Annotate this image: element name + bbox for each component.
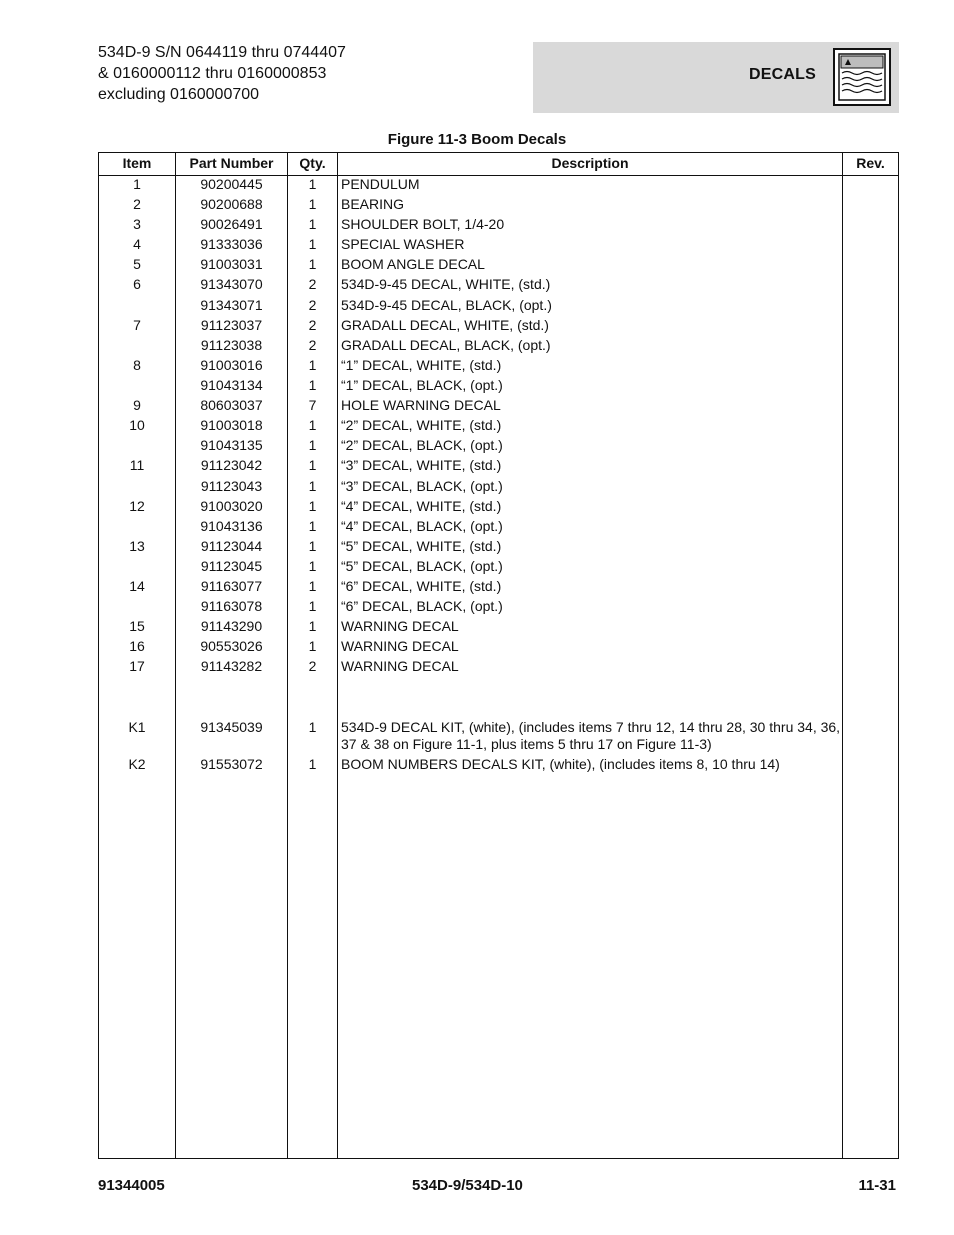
section-header-box xyxy=(533,42,899,113)
qty-cell: 1 xyxy=(308,498,317,514)
part-number-cell: 91123037 xyxy=(200,317,263,333)
description-cell: “6” DECAL, BLACK, (opt.) xyxy=(341,598,503,614)
item-cell: 2 xyxy=(133,196,141,212)
part-number-cell: 91123045 xyxy=(200,558,263,574)
item-cell: 16 xyxy=(129,638,145,654)
header-part-number: Part Number xyxy=(189,155,274,171)
column-divider xyxy=(842,153,843,1158)
description-cell: BEARING xyxy=(341,196,405,212)
model-line-2: & 0160000112 thru 0160000853 xyxy=(98,65,327,82)
item-cell: 1 xyxy=(133,176,141,192)
part-number-cell: 91003016 xyxy=(200,357,263,373)
description-cell: SHOULDER BOLT, 1/4-20 xyxy=(341,216,505,232)
header-rev: Rev. xyxy=(856,155,885,171)
part-number-cell: 90026491 xyxy=(200,216,263,232)
item-cell: 7 xyxy=(133,317,141,333)
part-number-cell: 91003018 xyxy=(200,417,263,433)
header-qty: Qty. xyxy=(299,155,326,171)
part-number-cell: 91043135 xyxy=(200,437,263,453)
description-cell: “1” DECAL, BLACK, (opt.) xyxy=(341,377,503,393)
description-cell: “3” DECAL, BLACK, (opt.) xyxy=(341,478,503,494)
description-cell: “3” DECAL, WHITE, (std.) xyxy=(341,457,502,473)
header-model-info xyxy=(98,42,346,105)
description-cell: GRADALL DECAL, WHITE, (std.) xyxy=(341,317,549,333)
item-cell: 17 xyxy=(129,658,145,674)
item-cell: 8 xyxy=(133,357,141,373)
qty-cell: 1 xyxy=(308,216,317,232)
item-cell: 4 xyxy=(133,236,141,252)
description-cell: WARNING DECAL xyxy=(341,638,459,654)
qty-cell: 1 xyxy=(308,357,317,373)
part-number-cell: 91163078 xyxy=(200,598,263,614)
qty-cell: 1 xyxy=(308,236,317,252)
description-cell: WARNING DECAL xyxy=(341,618,459,634)
qty-cell: 1 xyxy=(308,417,317,433)
qty-cell: 2 xyxy=(308,276,317,292)
qty-cell: 1 xyxy=(308,756,317,772)
item-cell: K2 xyxy=(128,756,146,772)
item-cell: 10 xyxy=(129,417,145,433)
qty-cell: 2 xyxy=(308,297,317,313)
part-number-cell: 91123042 xyxy=(200,457,263,473)
item-cell: 9 xyxy=(133,397,141,413)
part-number-cell: 91123043 xyxy=(200,478,263,494)
description-cell: HOLE WARNING DECAL xyxy=(341,397,501,413)
item-cell: K1 xyxy=(128,719,146,735)
figure-title: Figure 11-3 Boom Decals xyxy=(387,131,567,148)
description-cell: 534D-9-45 DECAL, BLACK, (opt.) xyxy=(341,297,552,313)
part-number-cell: 91345039 xyxy=(200,719,263,735)
part-number-cell: 91043136 xyxy=(200,518,263,534)
description-cell: 534D-9-45 DECAL, WHITE, (std.) xyxy=(341,276,551,292)
qty-cell: 1 xyxy=(308,437,317,453)
qty-cell: 1 xyxy=(308,176,317,192)
column-divider xyxy=(337,153,338,1158)
qty-cell: 1 xyxy=(308,719,317,735)
footer-model: 534D-9/534D-10 xyxy=(412,1177,523,1194)
part-number-cell: 91123044 xyxy=(200,538,263,554)
qty-cell: 2 xyxy=(308,317,317,333)
qty-cell: 1 xyxy=(308,598,317,614)
description-cell: BOOM ANGLE DECAL xyxy=(341,256,485,272)
item-cell: 12 xyxy=(129,498,145,514)
model-line-1: 534D-9 S/N 0644119 thru 0744407 xyxy=(98,44,346,61)
description-cell: “1” DECAL, WHITE, (std.) xyxy=(341,357,502,373)
description-cell: “2” DECAL, BLACK, (opt.) xyxy=(341,437,503,453)
table-header-row xyxy=(99,153,898,176)
description-cell: “4” DECAL, WHITE, (std.) xyxy=(341,498,502,514)
part-number-cell: 91343070 xyxy=(200,276,263,292)
qty-cell: 2 xyxy=(308,337,317,353)
decal-sheet-icon xyxy=(833,48,891,106)
footer-document-number: 91344005 xyxy=(98,1177,165,1194)
description-cell: BOOM NUMBERS DECALS KIT, (white), (includes items 8, 10 thru 14) xyxy=(341,756,780,772)
qty-cell: 1 xyxy=(308,558,317,574)
description-cell: “5” DECAL, WHITE, (std.) xyxy=(341,538,502,554)
qty-cell: 1 xyxy=(308,538,317,554)
part-number-cell: 91343071 xyxy=(200,297,263,313)
item-cell: 3 xyxy=(133,216,141,232)
qty-cell: 1 xyxy=(308,196,317,212)
item-cell: 5 xyxy=(133,256,141,272)
description-cell: WARNING DECAL xyxy=(341,658,459,674)
item-cell: 11 xyxy=(129,457,145,473)
qty-cell: 2 xyxy=(308,658,317,674)
part-number-cell: 91143282 xyxy=(200,658,263,674)
qty-cell: 7 xyxy=(308,397,317,413)
footer-page-number: 11-31 xyxy=(858,1177,896,1194)
item-cell: 15 xyxy=(129,618,145,634)
part-number-cell: 91003031 xyxy=(200,256,263,272)
part-number-cell: 91333036 xyxy=(200,236,263,252)
qty-cell: 1 xyxy=(308,377,317,393)
part-number-cell: 91143290 xyxy=(200,618,263,634)
qty-cell: 1 xyxy=(308,618,317,634)
part-number-cell: 90553026 xyxy=(200,638,263,654)
header-description: Description xyxy=(551,155,629,171)
qty-cell: 1 xyxy=(308,578,317,594)
header-item: Item xyxy=(122,155,152,171)
description-cell: “4” DECAL, BLACK, (opt.) xyxy=(341,518,503,534)
part-number-cell: 91163077 xyxy=(200,578,263,594)
description-cell: GRADALL DECAL, BLACK, (opt.) xyxy=(341,337,551,353)
model-line-3: excluding 0160000700 xyxy=(98,86,260,103)
part-number-cell: 90200688 xyxy=(200,196,263,212)
parts-table xyxy=(98,152,899,1159)
description-cell: “5” DECAL, BLACK, (opt.) xyxy=(341,558,503,574)
item-cell: 6 xyxy=(133,276,141,292)
part-number-cell: 91003020 xyxy=(200,498,263,514)
qty-cell: 1 xyxy=(308,478,317,494)
item-cell: 13 xyxy=(129,538,145,554)
part-number-cell: 90200445 xyxy=(200,176,263,192)
description-cell: SPECIAL WASHER xyxy=(341,236,465,252)
qty-cell: 1 xyxy=(308,256,317,272)
description-cell: PENDULUM xyxy=(341,176,420,192)
qty-cell: 1 xyxy=(308,457,317,473)
description-cell: “2” DECAL, WHITE, (std.) xyxy=(341,417,502,433)
part-number-cell: 91043134 xyxy=(200,377,263,393)
part-number-cell: 91553072 xyxy=(200,756,263,772)
part-number-cell: 91123038 xyxy=(200,337,263,353)
description-cell: “6” DECAL, WHITE, (std.) xyxy=(341,578,502,594)
qty-cell: 1 xyxy=(308,638,317,654)
part-number-cell: 80603037 xyxy=(200,397,263,413)
description-cell: 534D-9 DECAL KIT, (white), (includes items 7 thru 12, 14 thru 28, 30 thru 34, 36, 37 & 38 on Figure 11-1, plus items 5 thru 17 on Figure 11-3) xyxy=(341,719,841,752)
section-title: DECALS xyxy=(749,66,816,83)
item-cell: 14 xyxy=(129,578,145,594)
qty-cell: 1 xyxy=(308,518,317,534)
